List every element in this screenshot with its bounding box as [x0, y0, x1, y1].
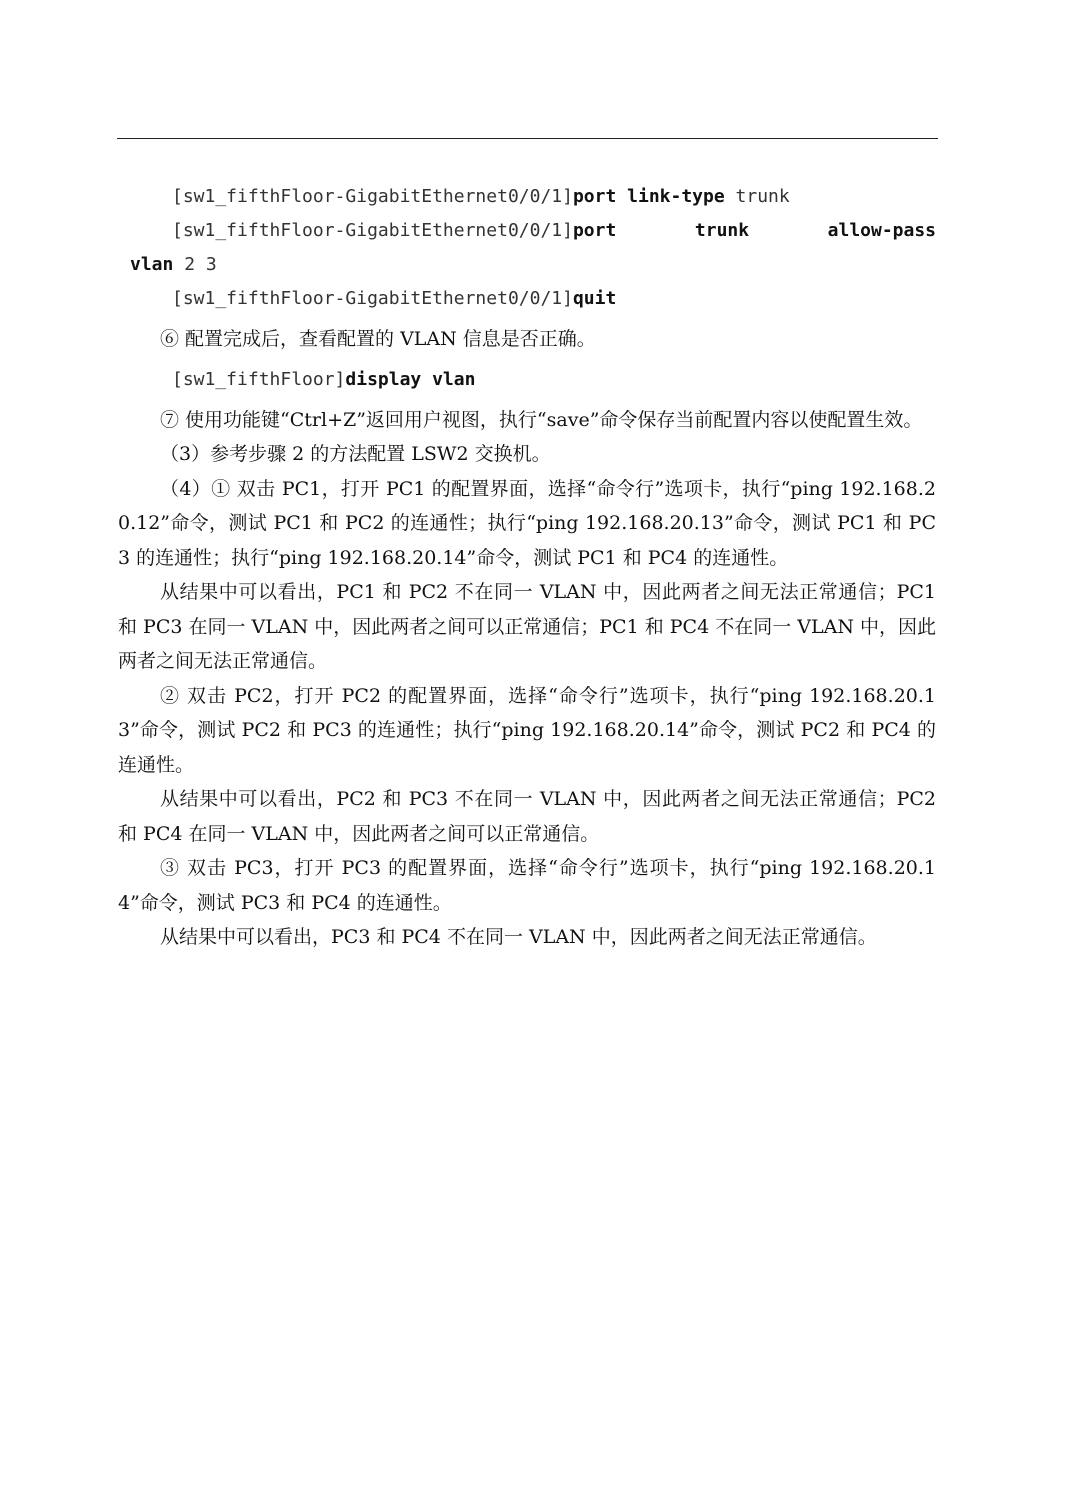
code-prompt: [sw1_fifthFloor-GigabitEthernet0/0/1] [172, 186, 573, 207]
result-3-paragraph: 从结果中可以看出，PC3 和 PC4 不在同一 VLAN 中，因此两者之间无法正常通信。 [160, 926, 877, 948]
code-argument: trunk [724, 186, 790, 207]
step-4-2-paragraph: ② 双击 PC2，打开 PC2 的配置界面，选择“命令行”选项卡，执行“ping 192.168.20.13”命令，测试 PC2 和 PC3 的连通性；执行“ping 192.168.20.14”命令，测试 PC2 和 PC4 的连通性。 [118, 684, 936, 776]
code-command: quit [572, 288, 617, 309]
code-line-allow-pass-continued [118, 248, 936, 282]
code-prompt: [sw1_fifthFloor-GigabitEthernet0/0/1] [172, 288, 573, 309]
step-3-paragraph: （3）参考步骤 2 的方法配置 LSW2 交换机。 [160, 443, 551, 465]
code-command: port link-type [572, 186, 725, 207]
step-7-paragraph: ⑦ 使用功能键“Ctrl+Z”返回用户视图，执行“save”命令保存当前配置内容以使配置生效。 [160, 408, 923, 431]
step-6-paragraph: ⑥ 配置完成后，查看配置的 VLAN 信息是否正确。 [160, 328, 596, 350]
step-4-1-paragraph: （4）① 双击 PC1，打开 PC1 的配置界面，选择“命令行”选项卡，执行“ping 192.168.20.12”命令，测试 PC1 和 PC2 的连通性；执行“ping 192.168.20.13”命令，测试 PC1 和 PC3 的连通性；执行“ping 192.168.20.14”命令，测试 PC1 和 PC4 的连通性。 [118, 477, 936, 569]
result-1-paragraph: 从结果中可以看出，PC1 和 PC2 不在同一 VLAN 中，因此两者之间无法正常通信；PC1 和 PC3 在同一 VLAN 中，因此两者之间可以正常通信；PC1 和 PC4 不在同一 VLAN 中，因此两者之间无法正常通信。 [118, 581, 936, 672]
code-line-allow-pass [118, 214, 936, 248]
code-line-link-type [118, 180, 936, 214]
code-argument: 2 3 [173, 254, 217, 275]
code-command: port [572, 220, 617, 241]
code-command: vlan [130, 254, 174, 275]
result-2-paragraph: 从结果中可以看出，PC2 和 PC3 不在同一 VLAN 中，因此两者之间无法正常通信；PC2 和 PC4 在同一 VLAN 中，因此两者之间可以正常通信。 [118, 788, 936, 845]
code-line-quit [118, 282, 936, 316]
code-prompt: [sw1_fifthFloor-GigabitEthernet0/0/1] [172, 220, 573, 241]
code-command: allow-pass [827, 220, 937, 241]
code-command: display vlan [345, 368, 476, 390]
code-line-display-vlan [118, 363, 936, 397]
code-prompt: [sw1_fifthFloor] [172, 368, 346, 390]
code-command: trunk [694, 220, 750, 241]
header-rule [117, 138, 938, 139]
document-body [118, 180, 936, 955]
step-4-3-paragraph: ③ 双击 PC3，打开 PC3 的配置界面，选择“命令行”选项卡，执行“ping 192.168.20.14”命令，测试 PC3 和 PC4 的连通性。 [118, 857, 936, 914]
